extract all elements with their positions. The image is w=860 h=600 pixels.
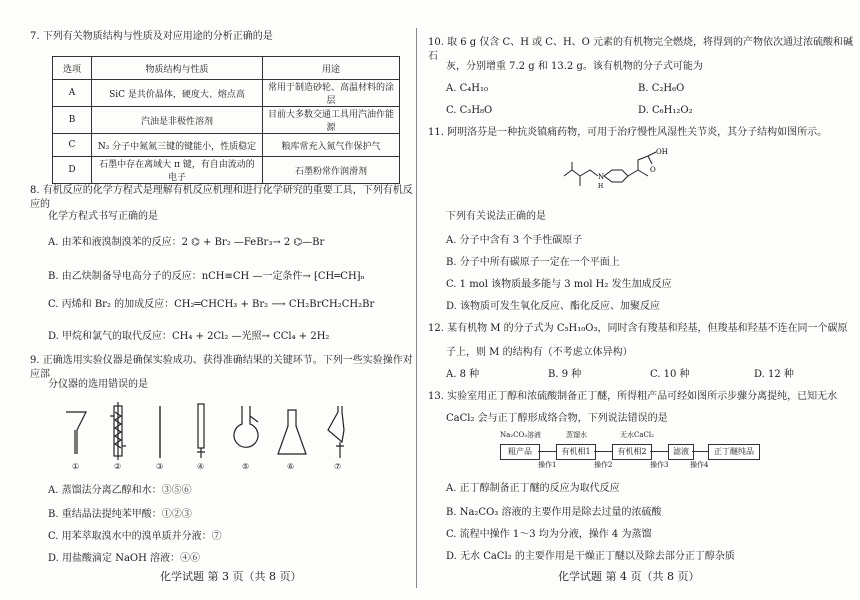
separatory-funnel-icon — [328, 406, 344, 458]
q8-stem-line2: 化学方程式书写正确的是 — [48, 211, 158, 222]
table-cell: 常用于制造砂轮、高温材料的涂层 — [263, 80, 400, 107]
q12-option-d: D. 12 种 — [754, 369, 794, 380]
flow-box: 有机相1 — [556, 444, 596, 460]
page-footer-left: 化学试题 第 3 页（共 8 页） — [160, 570, 302, 583]
table-header: 用途 — [263, 57, 400, 80]
q9-option-d: D. 用盐酸滴定 NaOH 溶液：④⑥ — [48, 553, 201, 564]
struct-oh: OH — [656, 148, 668, 156]
q8-option-c: C. 丙烯和 Br₂ 的加成反应：CH₂═CHCH₃ + Br₂ ⟶ CH₂BrCH₂CH₂Br — [48, 299, 375, 310]
q9-option-a: A. 蒸馏法分离乙醇和水：③⑤⑥ — [48, 485, 192, 496]
flow-op: 操作4 — [690, 461, 709, 469]
page-footer-right: 化学试题 第 4 页（共 8 页） — [558, 570, 700, 583]
flow-arrow — [594, 451, 612, 452]
q10-option-b: B. C₂H₆O — [638, 83, 685, 94]
apparatus-label: ③ — [156, 462, 164, 471]
apparatus-label: ④ — [197, 462, 205, 471]
burette-icon — [197, 404, 205, 458]
q12-stem-line2: 子上，则 M 的结构有（不考虑立体异构） — [446, 347, 633, 358]
flow-op: 操作2 — [594, 461, 613, 469]
q12-option-b: B. 9 种 — [548, 369, 582, 380]
table-cell: 汽油是非极性溶剂 — [92, 107, 263, 134]
table-cell: 目前大多数交通工具用汽油作能源 — [263, 107, 400, 134]
table-cell: SiC 是共价晶体，硬度大、熔点高 — [92, 80, 263, 107]
struct-n: N — [598, 173, 605, 181]
table-cell: 石墨粉常作润滑剂 — [263, 157, 400, 184]
q8-option-a: A. 由苯和液溴制溴苯的反应：2 ⌬ + Br₂ —FeBr₃→ 2 ⌬—Br — [48, 237, 325, 248]
q9-option-b: B. 重结晶法提纯苯甲酸：①②③ — [48, 509, 192, 520]
q11-option-c: C. 1 mol 该物质最多能与 3 mol H₂ 发生加成反应 — [446, 279, 672, 290]
q10-stem-line2: 灰，分别增重 7.2 g 和 13.2 g。该有机物的分子式可能为 — [446, 61, 703, 72]
flow-reagent: 蒸馏水 — [566, 431, 587, 439]
flow-arrow — [650, 451, 668, 452]
flow-op: 操作3 — [650, 461, 669, 469]
apparatus-label: ⑦ — [334, 462, 342, 471]
q12-stem-line1: 12. 某有机物 M 的分子式为 C₅H₁₀O₃，同时含有羧基和羟基，但羧基和羟基不连在同一个碳原 — [428, 323, 848, 334]
q9-stem-line1: 9. 正确选用实验仪器是确保实验成功、获得准确结果的关键环节。下列一些实验操作对应部 — [30, 355, 413, 380]
q9-stem-line2: 分仪器的选用错误的是 — [48, 379, 148, 390]
q13-stem-line2: CaCl₂ 会与正丁醇形成络合物，下列说法错误的是 — [446, 413, 668, 424]
flow-box: 滤液 — [668, 444, 694, 460]
round-flask-icon — [234, 406, 258, 447]
table-row — [53, 157, 400, 184]
q13-option-b: B. Na₂CO₃ 溶液的主要作用是除去过量的浓硫酸 — [446, 507, 662, 518]
apparatus-label: ⑥ — [287, 462, 295, 471]
table-cell: D — [53, 157, 92, 184]
q12-option-c: C. 10 种 — [650, 369, 690, 380]
apparatus-label: ① — [72, 462, 80, 471]
amfenac-structure — [560, 146, 680, 196]
flow-arrow — [538, 451, 556, 452]
condenser-icon — [110, 402, 126, 460]
page-4 — [428, 0, 860, 600]
q11-option-a: A. 分子中含有 3 个手性碳原子 — [446, 235, 583, 246]
q11-stem: 11. 阿明洛芬是一种抗炎镇痛药物，可用于治疗慢性风湿性关节炎，其分子结构如图所示。 — [428, 127, 828, 138]
flow-reagent: Na₂CO₃溶液 — [500, 431, 542, 439]
table-header-row — [53, 57, 400, 80]
flow-op: 操作1 — [538, 461, 557, 469]
struct-h: H — [598, 183, 604, 190]
q13-flowchart — [500, 430, 760, 470]
q8-stem-line1: 8. 有机反应的化学方程式是理解有机反应机理和进行化学研究的重要工具，下列有机反应的 — [30, 185, 413, 210]
conical-flask-icon — [278, 410, 306, 454]
table-row — [53, 134, 400, 157]
q7-stem: 7. 下列有关物质结构与性质及对应用途的分析正确的是 — [30, 31, 273, 42]
table-cell: A — [53, 80, 92, 107]
table-cell: 石墨中存在离域大 π 键，有自由流动的电子 — [92, 157, 263, 184]
q13-option-a: A. 正丁醇制备正丁醚的反应为取代反应 — [446, 483, 620, 494]
q9-option-c: C. 用苯萃取溴水中的溴单质并分液：⑦ — [48, 531, 222, 542]
table-cell: 粮库常充入氮气作保护气 — [263, 134, 400, 157]
q7-table — [52, 56, 400, 184]
table-header: 物质结构与性质 — [92, 57, 263, 80]
table-row — [53, 107, 400, 134]
flow-box: 有机相2 — [612, 444, 652, 460]
apparatus-label: ⑤ — [242, 462, 250, 471]
table-cell: B — [53, 107, 92, 134]
q13-option-c: C. 流程中操作 1～3 均为分液，操作 4 为蒸馏 — [446, 529, 652, 540]
q11-option-b: B. 分子中所有碳原子一定在一个平面上 — [446, 257, 620, 268]
funnel-icon — [66, 412, 86, 454]
q8-option-d: D. 甲烷和氯气的取代反应：CH₄ + 2Cl₂ —光照→ CCl₄ + 2H₂ — [48, 331, 330, 342]
table-header: 选项 — [53, 57, 92, 80]
q12-option-a: A. 8 种 — [446, 369, 480, 380]
q11-option-d: D. 该物质可发生氧化反应、酯化反应、加聚反应 — [446, 301, 661, 312]
page-3 — [0, 0, 420, 600]
struct-o: O — [650, 166, 656, 174]
table-cell: C — [53, 134, 92, 157]
flow-box: 正丁醚纯品 — [708, 444, 760, 460]
q11-question: 下列有关说法正确的是 — [446, 211, 546, 222]
q13-stem-line1: 13. 实验室用正丁醇和浓硫酸制备正丁醚，所得粗产品可经如图所示步骤分离提纯，已知无水 — [428, 391, 838, 402]
q10-option-c: C. C₃H₈O — [446, 105, 493, 116]
table-row — [53, 80, 400, 107]
q8-option-b: B. 由乙炔制备导电高分子的反应：nCH≡CH —一定条件→ ⁅CH═CH⁆ₙ — [48, 271, 365, 282]
flow-reagent: 无水CaCl₂ — [620, 431, 654, 439]
q13-option-d: D. 无水 CaCl₂ 的主要作用是干燥正丁醚以及除去部分正丁醇杂质 — [446, 551, 735, 562]
apparatus-figure — [58, 402, 358, 462]
q10-option-d: D. C₆H₁₂O₂ — [638, 105, 693, 116]
flow-box: 粗产品 — [500, 444, 540, 460]
table-cell: N₂ 分子中氮氮三键的键能小，性质稳定 — [92, 134, 263, 157]
q10-stem-line1: 10. 取 6 g 仅含 C、H 或 C、H、O 元素的有机物完全燃烧，将得到的产物依次通过浓硫酸和碱石 — [428, 37, 854, 62]
q10-option-a: A. C₄H₁₀ — [446, 83, 488, 94]
flow-arrow — [692, 451, 708, 452]
apparatus-label: ② — [114, 462, 122, 471]
